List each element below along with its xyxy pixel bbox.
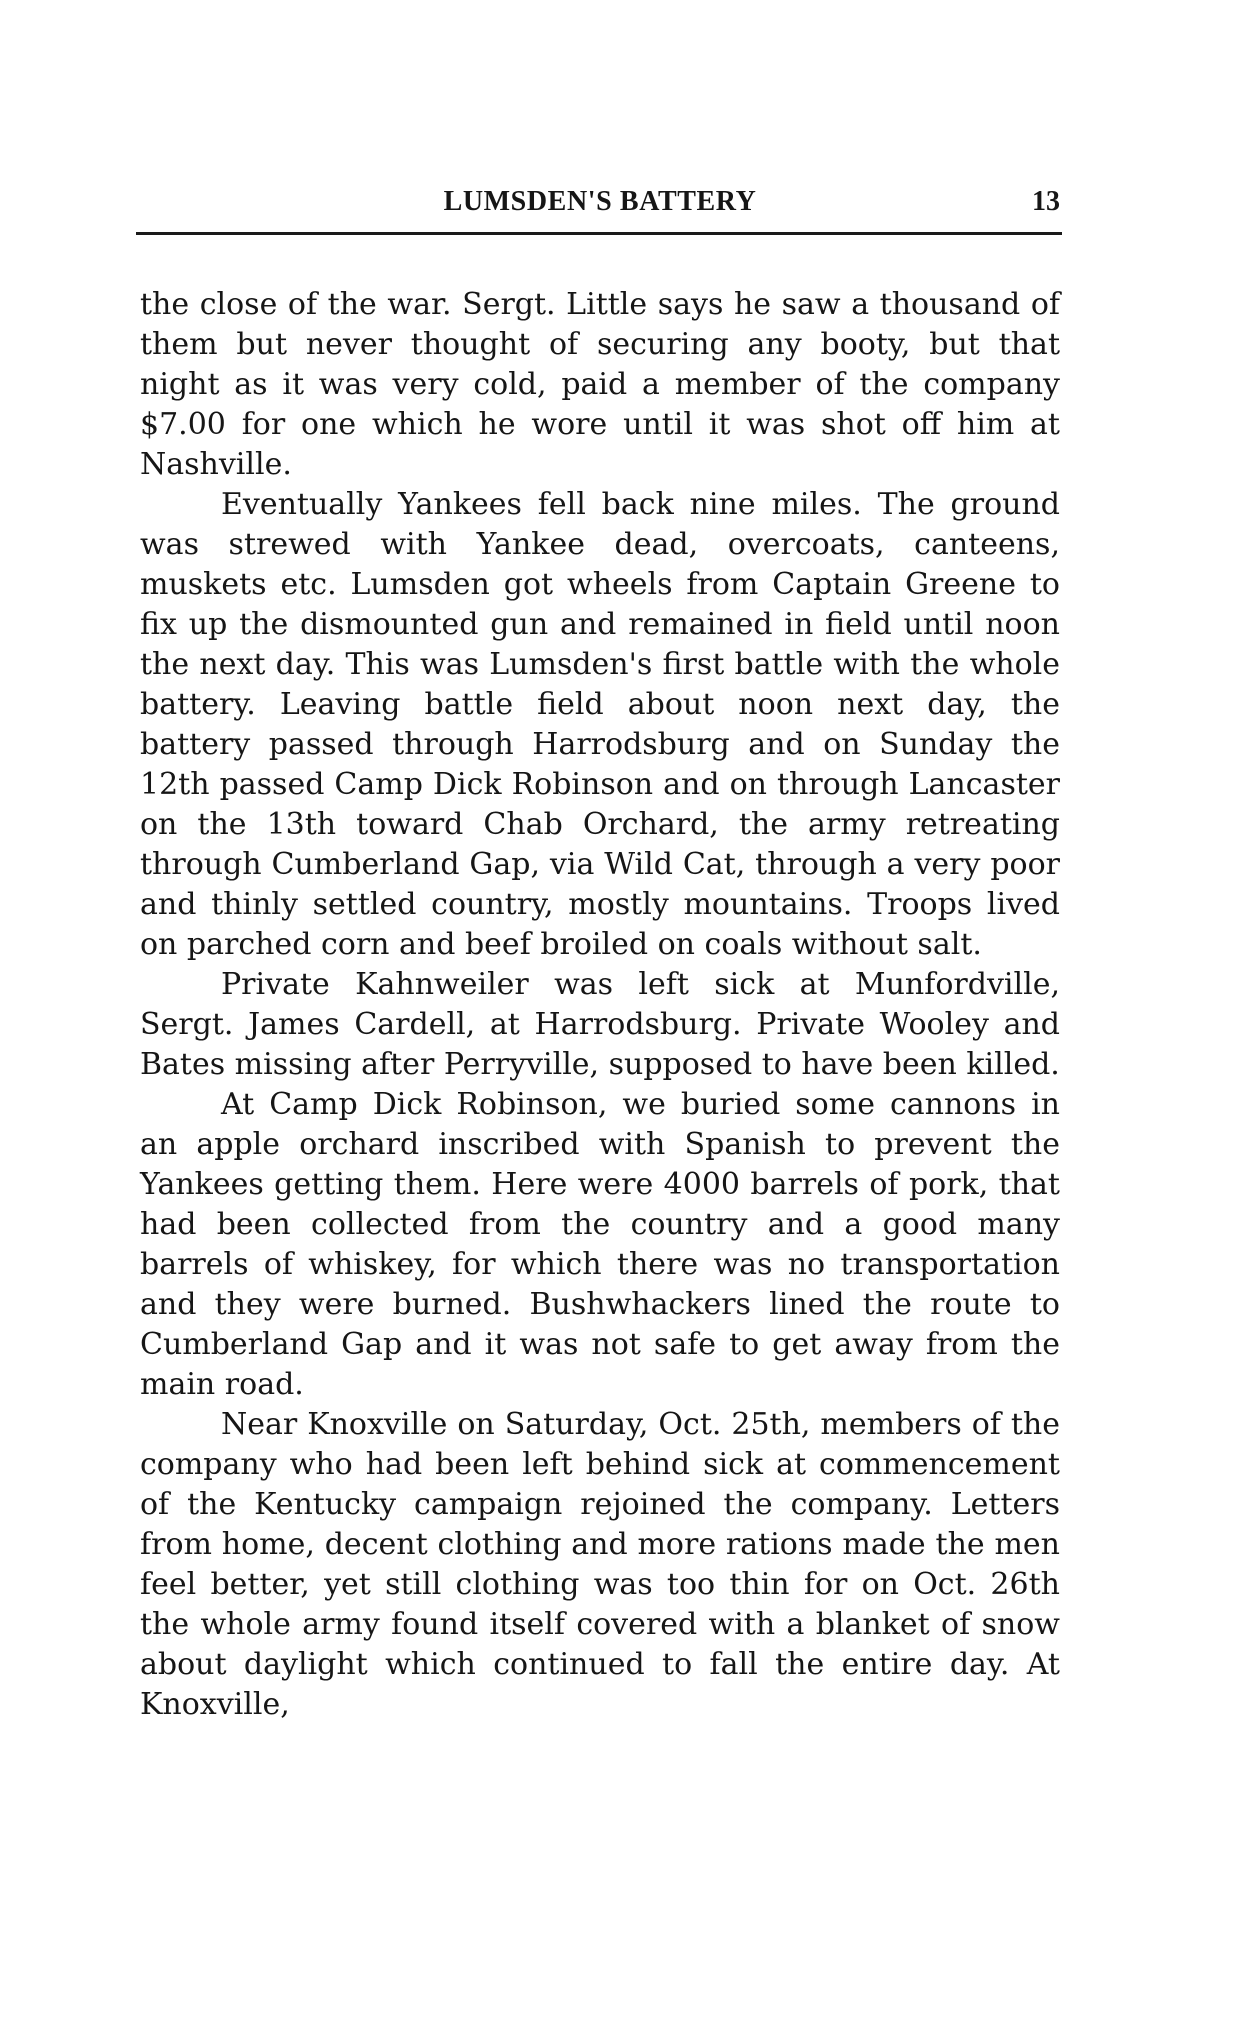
- paragraph-continued: the close of the war. Sergt. Little says he saw a thousand of them but never thought of securing any booty, but that night as it was very cold, paid a member of the company $7.00 for one which he wore until it was shot off him at Nashville.: [140, 287, 1060, 482]
- running-head: [140, 186, 1060, 226]
- paragraph: Near Knoxville on Saturday, Oct. 25th, members of the company who had been left behind sick at commencement of the Kentucky campaign rejoined the company. Letters from home, decent clothing and more rations made the men feel better, yet still clothing was too thin for on Oct. 26th the whole army found itself covered with a blanket of snow about daylight which continued to fall the entire day. At Knoxville,: [140, 1407, 1060, 1722]
- header-rule: [136, 232, 1062, 235]
- paragraph: At Camp Dick Robinson, we buried some cannons in an apple orchard inscribed with Spanish to prevent the Yankees getting them. Here were 4000 barrels of pork, that had been collected from the country and a good many barrels of whiskey, for which there was no transportation and they were burned. Bushwhackers lined the route to Cumberland Gap and it was not safe to get away from the main road.: [140, 1087, 1060, 1402]
- paragraph: Private Kahnweiler was left sick at Munfordville, Sergt. James Cardell, at Harrodsburg. Private Wooley and Bates missing after Perryville, supposed to have been killed.: [140, 967, 1060, 1082]
- body-text: [140, 285, 1060, 1725]
- running-title: LUMSDEN'S BATTERY: [443, 186, 757, 217]
- page-number: 13: [1032, 186, 1060, 217]
- paragraph: Eventually Yankees fell back nine miles. The ground was strewed with Yankee dead, overcoats, canteens, muskets etc. Lumsden got wheels from Captain Greene to fix up the dismounted gun and remained in field until noon the next day. This was Lumsden's first battle with the whole battery. Leaving battle field about noon next day, the battery passed through Harrodsburg and on Sunday the 12th passed Camp Dick Robinson and on through Lancaster on the 13th toward Chab Orchard, the army retreating through Cumberland Gap, via Wild Cat, through a very poor and thinly settled country, mostly mountains. Troops lived on parched corn and beef broiled on coals without salt.: [140, 487, 1060, 962]
